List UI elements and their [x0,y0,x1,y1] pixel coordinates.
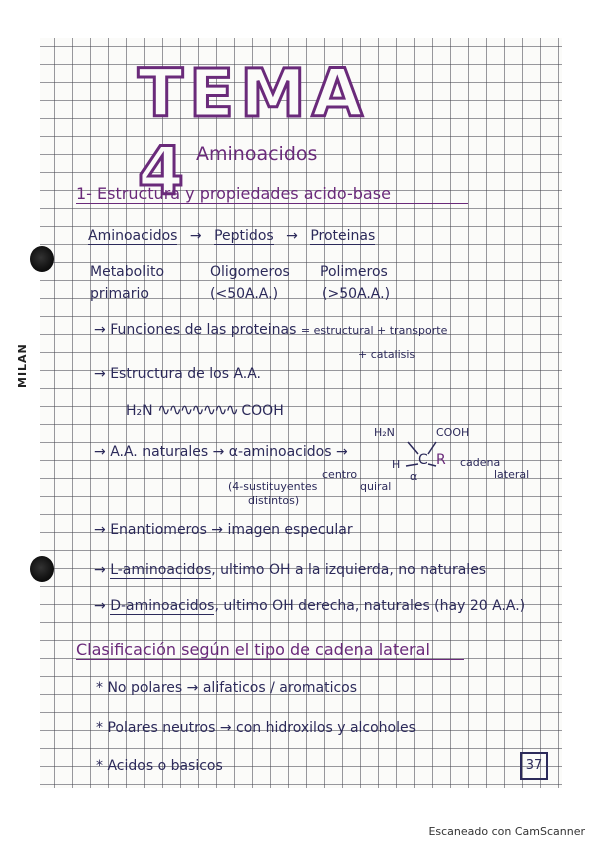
scanner-footer: Escaneado con CamScanner [428,825,585,838]
d-aminoacidos-desc: , ultimo OH derecha, naturales (hay 20 A.A.) [214,598,526,614]
bullet-item: * Polares neutros → con hidroxilos y alcoholes [96,720,416,736]
enantiomeros-text: Enantiomeros → imagen especular [110,522,353,538]
bullet-item: * No polares → alifaticos / aromaticos [96,680,358,696]
subtitle: Aminoacidos [196,143,318,165]
funciones-label: Funciones de las proteinas [110,322,297,338]
lateral-label: lateral [494,468,530,481]
bond-line [428,464,436,466]
binder-hole [30,556,54,582]
bond-line [408,442,418,454]
l-aminoacidos-desc: , ultimo OH a la izquierda, no naturales [211,562,487,578]
molecule-h: H [392,458,401,471]
chain-row [88,228,375,244]
clasificacion-heading: Clasificación según el tipo de cadena lateral [76,640,464,660]
oligomeros-line1: Oligomeros [210,264,290,280]
cooh-label: COOH [241,403,284,419]
cadena-label: cadena [460,456,501,469]
proteinas-label: Proteinas [310,228,376,244]
molecule-alpha: α [410,470,418,483]
quiral-label: quiral [360,480,392,493]
molecule-cooh: COOH [436,426,470,439]
note-distintos: distintos) [248,494,300,507]
peptidos-label: Peptidos [214,228,274,244]
aa-naturales-text: A.A. naturales → α-aminoacidos → [110,444,348,460]
enantiomeros-line: → Enantiomeros → imagen especular [94,522,353,538]
funciones-line: → Funciones de las proteinas = estructural + transporte [94,322,448,338]
funciones-rhs: = estructural + transporte [300,324,448,337]
brand-label: MILAN [16,343,29,388]
l-aminoacidos-line: → L-aminoacidos, ultimo OH a la izquierda, no naturales [94,562,487,578]
h2n-label: H₂N [126,403,153,419]
polimeros-line1: Polimeros [320,264,388,280]
bullet-text: Polares neutros → con hidroxilos y alcoholes [107,720,416,736]
estructura-label: Estructura de los A.A. [110,366,262,382]
aminoacidos-label: Aminoacidos [88,228,178,244]
bullet-item: * Acidos o basicos [96,758,223,774]
molecule-h2n: H₂N [374,426,395,439]
oligomeros-line2: (<50A.A.) [210,286,279,302]
molecule-c: C [418,452,428,468]
bullet-text: No polares → alifaticos / aromaticos [107,680,358,696]
bullet-text: Acidos o basicos [107,758,223,774]
centro-label: centro [322,468,358,481]
d-aminoacidos-line: → D-aminoacidos, ultimo OH derecha, naturales (hay 20 A.A.) [94,598,526,614]
funciones-rhs2: + catalisis [358,348,416,361]
polimeros-line2: (>50A.A.) [322,286,391,302]
d-aminoacidos-term: D-aminoacidos [110,598,215,614]
section-heading: 1- Estructura y propiedades acido-base [76,184,468,204]
page-number: 37 [520,752,548,780]
binder-hole [30,246,54,272]
estructura-line: → Estructura de los A.A. [94,366,262,382]
arrow-icon: → [189,228,202,244]
metabolito-line1: Metabolito [90,264,165,280]
aa-naturales: → A.A. naturales → α-aminoacidos → [94,444,348,460]
page-title: TEMA 4 [138,55,369,210]
bond-line [406,464,418,466]
arrow-icon: → [286,228,298,244]
note-sustituyentes: (4-sustituyentes [228,480,318,493]
metabolito-line2: primario [90,286,149,302]
bond-line [428,442,436,454]
l-aminoacidos-term: L-aminoacidos [110,562,212,578]
molecule-r: R [436,452,446,468]
wave-chain: ∿∿∿∿∿∿∿ [157,400,237,419]
chain-formula [126,400,284,419]
